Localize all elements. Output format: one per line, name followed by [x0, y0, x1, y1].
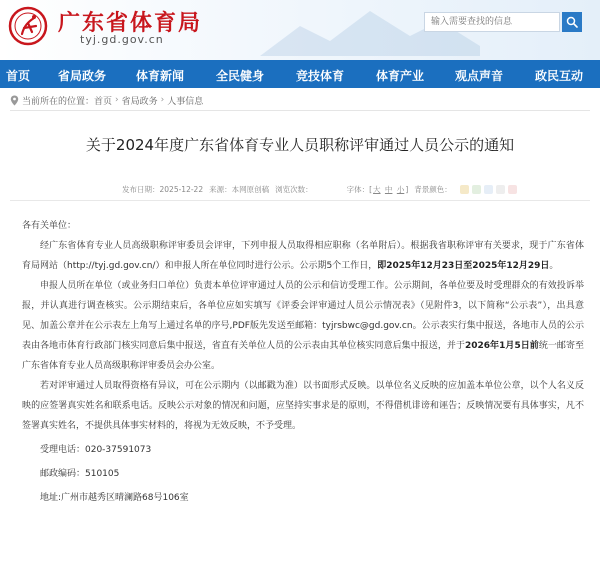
article-title: 关于2024年度广东省体育专业人员职称评审通过人员公示的通知: [85, 136, 515, 154]
bg-color-swatches: [460, 185, 517, 194]
font-size-label: 字体：: [346, 185, 370, 194]
paragraph-2: [22, 276, 584, 376]
bg-color-label: 背景颜色：: [414, 185, 452, 194]
site-title[interactable]: 广东省体育局: [58, 11, 203, 36]
breadcrumb-home[interactable]: 首页: [94, 96, 113, 107]
breadcrumb-personnel[interactable]: 人事信息: [167, 96, 204, 107]
paragraph-2-text: 申报人员所在单位（或业务归口单位）负责本单位评审通过人员的公示和信访受理工作。公示期间，各单位要及时受理群众的有效投诉举报，并认真进行调查核实。公示期结束后，各单位应如实填写《评委会评审通过人员公示情况表》（见附件3，以下简称“公示表”），出具意见、加盖公章并在公示表左上角写上通过名单的序号,PDF版先发送至邮箱：tyjrsbwc@gd.gov.cn。公示表实行集中报送，各地市人员的公示表由各地市体育行政部门核实同意后集中报送，省直有关单位人员的公示表由其单位核实同意后集中报送，并于: [22, 281, 584, 351]
nav-item-industry[interactable]: 体育产业: [376, 69, 425, 83]
nav-item-opinion[interactable]: 观点声音: [455, 69, 504, 83]
paragraph-3: 若对评审通过人员取得资格有异议，可在公示期内（以邮戳为准）以书面形式反映。以单位名义反映的应加盖本单位公章，以个人名义反映的应签署真实姓名和联系电话。反映公示对象的情况和问题，应坚持实事求是的原则，不得借机诽谤和诬告；反映情况要有具体事实，凡不签署真实姓名，不提供具体事实材料的，将视为无效反映，不予受理。: [22, 381, 584, 431]
publish-date: 发布日期：2025-12-22: [122, 185, 204, 194]
meta-divider: [10, 200, 590, 201]
breadcrumb-separator-icon: ›: [160, 95, 165, 105]
bg-swatch-gray[interactable]: [496, 185, 505, 194]
paragraph-2-end: 统一邮寄至广东省体育专业人员高级职称评审委员会办公室。: [22, 341, 584, 371]
paragraph-1-end: 。: [549, 261, 559, 271]
nav-item-competitive[interactable]: 竞技体育: [296, 69, 345, 83]
contact-postcode: 邮政编码：510105: [40, 469, 120, 479]
article-source: 来源：本网原创稿: [209, 185, 270, 194]
view-count: 浏览次数：: [275, 185, 313, 194]
nav-item-fitness[interactable]: 全民健身: [216, 69, 265, 83]
breadcrumb-divider: [10, 110, 590, 111]
nav-item-home[interactable]: 首页: [6, 69, 31, 83]
publicity-period: 即2025年12月23日至2025年12月29日: [377, 261, 550, 271]
breadcrumb-affairs[interactable]: 省局政务: [121, 96, 158, 107]
salutation: 各有关单位：: [22, 221, 77, 231]
breadcrumb-prefix: 当前所在的位置：: [22, 96, 95, 107]
emblem-logo-icon[interactable]: [8, 6, 48, 46]
search-icon: [566, 16, 578, 28]
bg-swatch-yellow[interactable]: [460, 185, 469, 194]
location-pin-icon: [10, 95, 19, 106]
search-input[interactable]: [424, 12, 560, 32]
search-button[interactable]: [562, 12, 582, 32]
site-url: tyj.gd.gov.cn: [80, 33, 164, 46]
bg-swatch-blue[interactable]: [484, 185, 493, 194]
bg-swatch-green[interactable]: [472, 185, 481, 194]
nav-item-news[interactable]: 体育新闻: [136, 69, 185, 83]
paragraph-1: [22, 236, 584, 276]
nav-item-interaction[interactable]: 政民互动: [535, 69, 584, 83]
paragraph-1-text: 经广东省体育专业人员高级职称评审委员会评审，下列申报人员取得相应职称（名单附后）。根据我省职称评审有关要求，现于广东省体育局网站（http://tyj.gd.gov.cn/）和申报人所在单位同时进行公示。公示期5个工作日，: [22, 241, 584, 271]
font-size-switcher: 字体：[大 中 小]: [346, 185, 409, 194]
font-size-small[interactable]: 小: [396, 185, 405, 194]
site-header: [0, 0, 600, 60]
breadcrumb: [10, 92, 203, 108]
main-nav: [0, 60, 600, 88]
font-size-medium[interactable]: 中: [384, 185, 393, 194]
breadcrumb-separator-icon: ›: [115, 95, 119, 105]
contact-phone: 受理电话：020-37591073: [40, 445, 152, 455]
nav-item-affairs[interactable]: 省局政务: [58, 69, 107, 83]
submission-deadline: 2026年1月5日前: [464, 341, 539, 351]
font-size-large[interactable]: 大: [373, 185, 381, 194]
contact-address: 地址:广州市越秀区晴澜路68号106室: [40, 493, 189, 503]
article-meta: [122, 184, 517, 195]
article-body: [22, 216, 584, 508]
bg-swatch-pink[interactable]: [508, 185, 517, 194]
